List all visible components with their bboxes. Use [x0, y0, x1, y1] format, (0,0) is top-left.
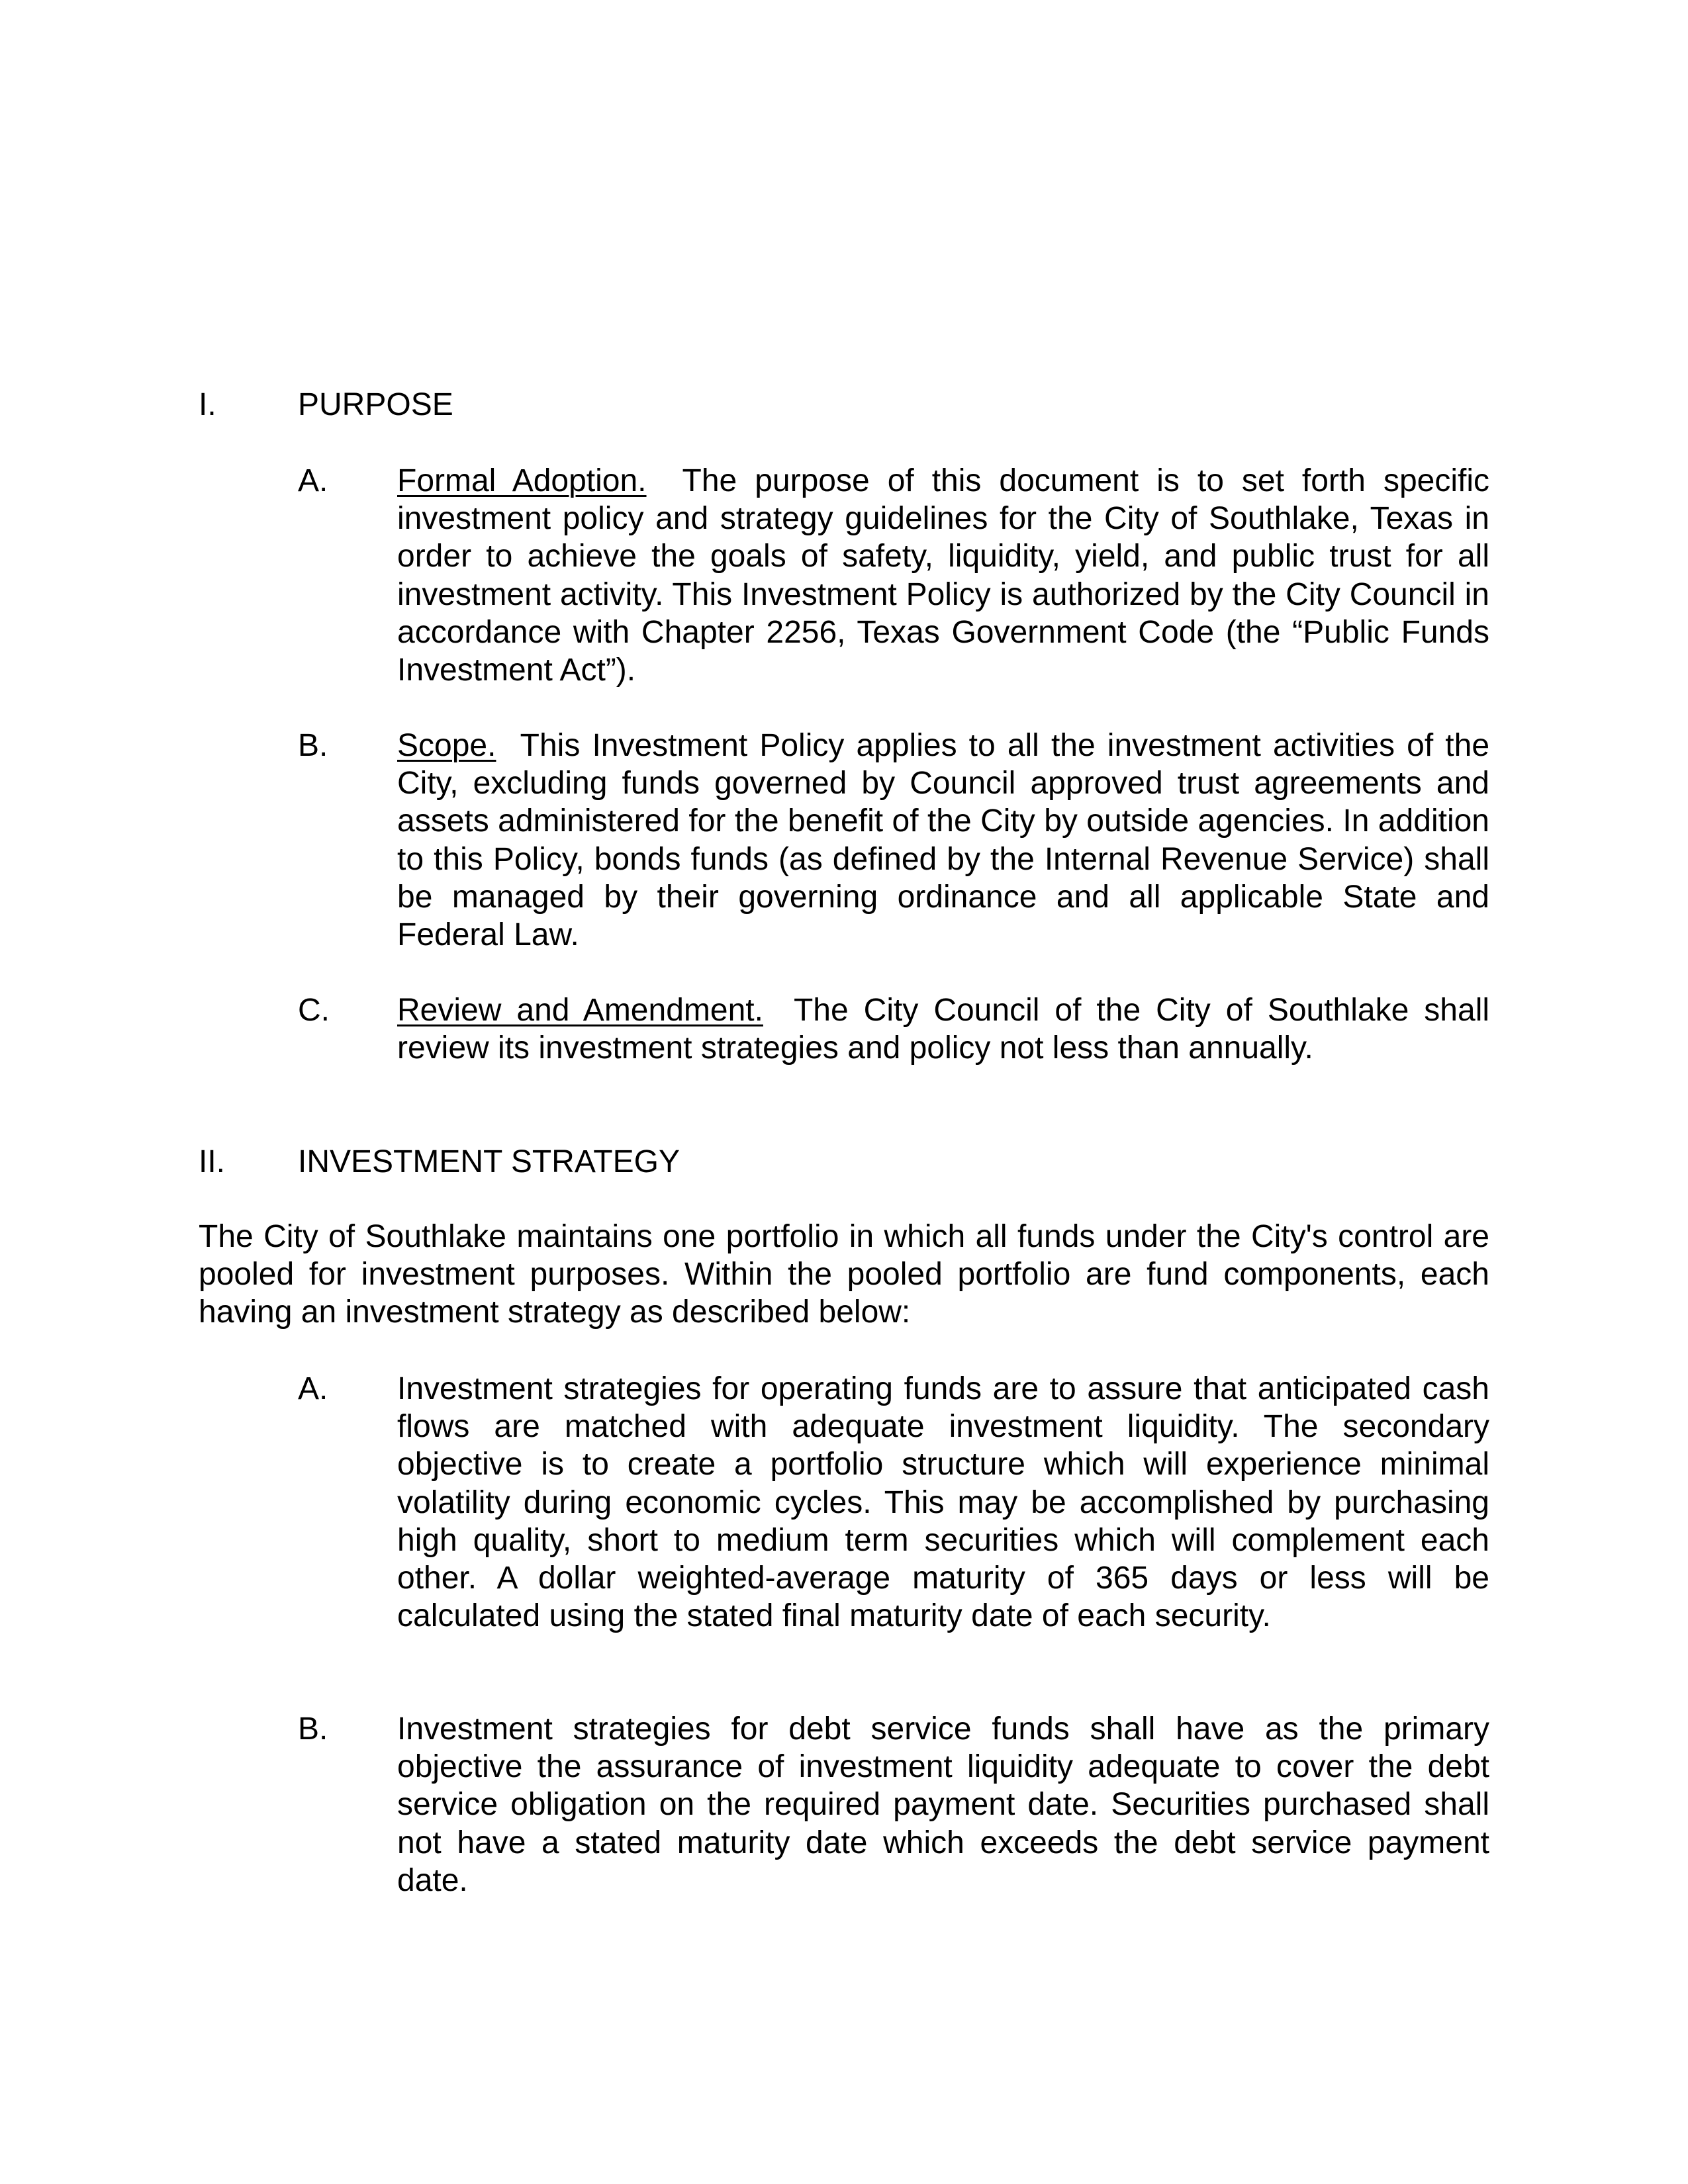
item-letter: B. [298, 728, 328, 763]
item-text: The purpose of this document is to set forth specific investment policy and strategy guidelines for the City of Southlake, Texas in order to achieve the goals of safety, liquidity, yield, and public trust for all investment activity. This Investment Policy is authorized by the City Council in accordance with Chapter 2256, Texas Government Code (the “Public Funds Investment Act”). [397, 463, 1490, 688]
section-number: II. [199, 1144, 226, 1179]
section-title: PURPOSE [298, 387, 453, 422]
item-letter: A. [298, 1371, 328, 1406]
item-body [397, 462, 1489, 689]
section-title: INVESTMENT STRATEGY [298, 1144, 680, 1179]
strategy-intro-paragraph: The City of Southlake maintains one portfolio in which all funds under the City's control are pooled for investment purposes. Within the pooled portfolio are fund components, each having an investment strategy as described below: [199, 1219, 1489, 1330]
item-letter: A. [298, 463, 328, 498]
item-text: The City Council of the City of Southlake shall review its investment strategies and policy not less than annually. [397, 993, 1490, 1066]
item-letter: B. [298, 1711, 328, 1747]
item-caption: Formal Adoption. [397, 463, 647, 498]
item-caption: Review and Amendment. [397, 993, 763, 1028]
item-letter: C. [298, 993, 330, 1028]
item-text: This Investment Policy applies to all the investment activities of the City, excluding funds governed by Council approved trust agreements and assets administered for the benefit of the City by outside agencies. In addition to this Policy, bonds funds (as defined by the Internal Revenue Service) shall be managed by their governing ordinance and all applicable State and Federal Law. [397, 728, 1490, 953]
item-body [397, 991, 1489, 1067]
item-body [397, 727, 1489, 954]
item-body: Investment strategies for operating funds are to assure that anticipated cash flows are matched with adequate investment liquidity. The secondary objective is to create a portfolio structure which will experience minimal volatility during economic cycles. This may be accomplished by purchasing high quality, short to medium term securities which will complement each other. A dollar weighted-average maturity of 365 days or less will be calculated using the stated final maturity date of each security. [397, 1371, 1489, 1634]
item-caption: Scope. [397, 728, 496, 763]
item-body: Investment strategies for debt service funds shall have as the primary objective the assurance of investment liquidity adequate to cover the debt service obligation on the required payment date. Securities purchased shall not have a stated maturity date which exceeds the debt service payment date. [397, 1711, 1489, 1898]
section-number: I. [199, 387, 216, 422]
